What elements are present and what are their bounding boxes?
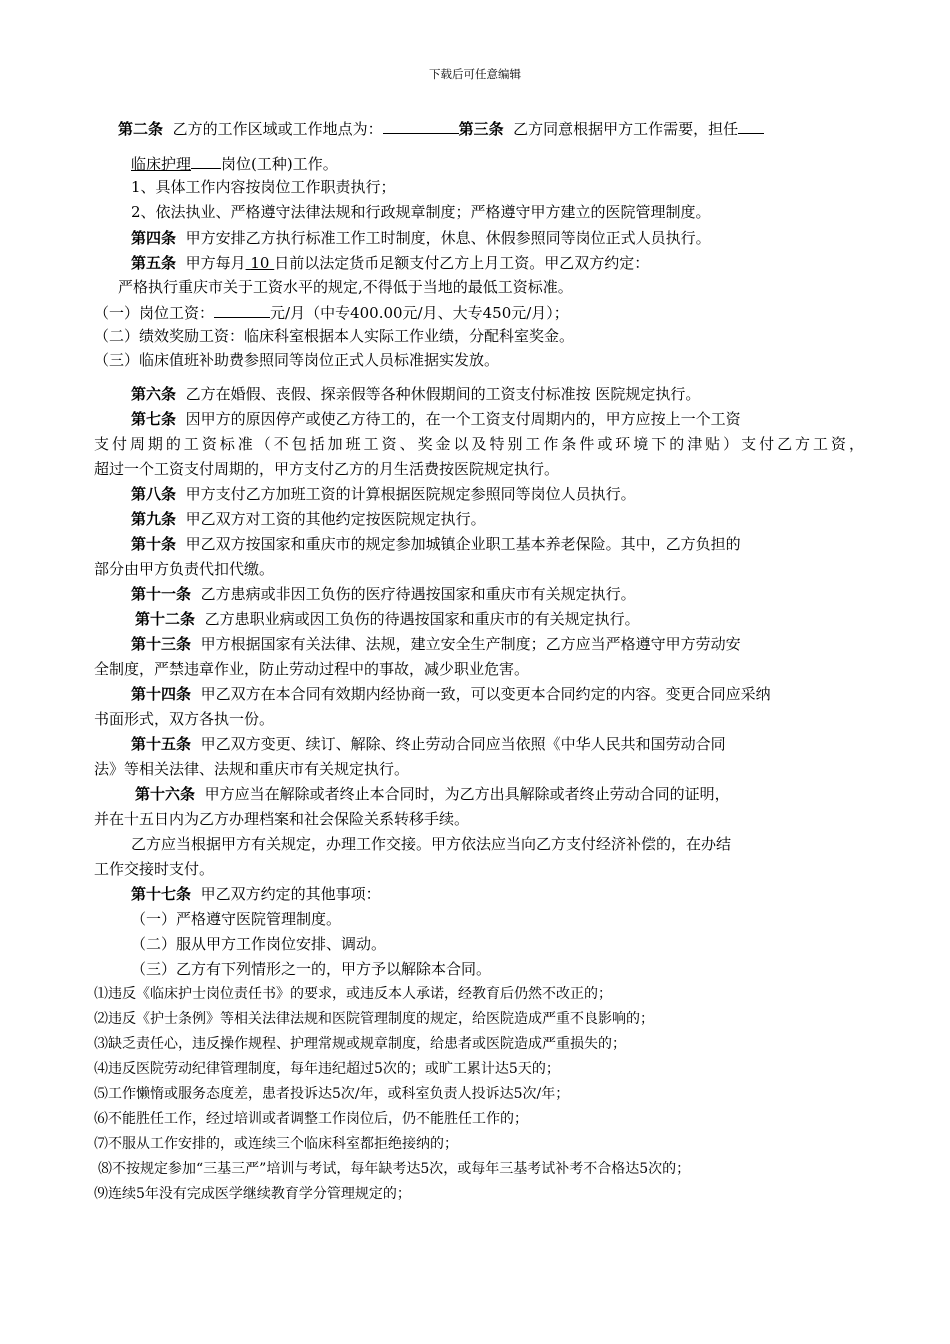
article-5-pre: 甲方每月 (185, 254, 246, 272)
article-7-label: 第七条 (131, 410, 177, 428)
post-suffix: 岗位(工种)工作。 (221, 155, 338, 173)
condition-1: ⑴违反《临床护士岗位责任书》的要求，或违反本人承诺，经教育后仍然不改正的； (94, 986, 612, 1002)
article-16-label: 第十六条 (135, 785, 196, 803)
wage-item-1-pre: （一）岗位工资： (94, 304, 215, 322)
article-14-text-1: 甲乙双方在本合同有效期内经协商一致，可以变更本合同约定的内容。变更合同应采纳 (200, 685, 771, 703)
article-15-line-1 (131, 734, 726, 754)
article-17-label: 第十七条 (131, 885, 192, 903)
article-16-line-1 (135, 784, 730, 804)
article-12-text: 乙方患职业病或因工负伤的待遇按国家和重庆市的有关规定执行。 (204, 610, 640, 628)
article-9 (131, 509, 486, 529)
wage-item-1-post: 元/月（中专400.00元/月、大专450元/月）； (270, 304, 569, 322)
article-12-label: 第十二条 (135, 610, 196, 628)
article-8-text: 甲方支付乙方加班工资的计算根据医院规定参照同等岗位人员执行。 (185, 485, 636, 503)
wage-item-1 (94, 301, 569, 323)
article-6-label: 第六条 (131, 385, 177, 403)
article-13-line-2: 全制度，严禁违章作业，防止劳动过程中的事故，减少职业危害。 (94, 660, 530, 678)
article-12 (135, 609, 640, 629)
article-17 (131, 884, 381, 904)
condition-6: ⑹不能胜任工作，经过培训或者调整工作岗位后，仍不能胜任工作的； (94, 1111, 528, 1127)
other-item-3: （三）乙方有下列情形之一的，甲方予以解除本合同。 (131, 960, 492, 978)
post-name-underline (191, 152, 221, 169)
post-wage-blank (214, 301, 270, 318)
article-10-text-1: 甲乙双方按国家和重庆市的规定参加城镇企业职工基本养老保险。其中，乙方负担的 (185, 535, 741, 553)
article-7-line-3: 超过一个工资支付周期的，甲方支付乙方的月生活费按医院规定执行。 (94, 460, 560, 478)
wage-item-3: （三）临床值班补助费参照同等岗位正式人员标准据实发放。 (94, 351, 500, 369)
other-item-2: （二）服从甲方工作岗位安排、调动。 (131, 935, 387, 953)
article-4 (131, 228, 711, 248)
article-5 (131, 253, 649, 273)
pay-day-value: 10 (250, 254, 270, 272)
article-2-3-line (118, 117, 764, 139)
condition-8: ⑻不按规定参加“三基三严”培训与考试，每年缺考达5次，或每年三基考试补考不合格达5次的； (98, 1161, 691, 1177)
article-4-label: 第四条 (131, 229, 177, 247)
article-16-text-1: 甲方应当在解除或者终止本合同时，为乙方出具解除或者终止劳动合同的证明， (204, 785, 730, 803)
condition-3: ⑶缺乏责任心，违反操作规程、护理常规或规章制度，给患者或医院造成严重损失的； (94, 1036, 626, 1052)
article-6-text: 乙方在婚假、丧假、探亲假等各种休假期间的工资支付标准按 医院规定执行。 (185, 385, 701, 403)
article-7-line-1 (131, 409, 741, 429)
condition-2: ⑵违反《护士条例》等相关法律法规和医院管理制度的规定，给医院造成严重不良影响的； (94, 1011, 654, 1027)
article-3-label: 第三条 (458, 120, 504, 138)
wage-item-2: （二）绩效奖励工资：临床科室根据本人实际工作业绩，分配科室奖金。 (94, 327, 575, 345)
article-15-label: 第十五条 (131, 735, 192, 753)
wage-standard: 严格执行重庆市关于工资水平的规定,不得低于当地的最低工资标准。 (118, 278, 573, 296)
duty-item-1: 1、具体工作内容按岗位工作职责执行； (131, 178, 396, 196)
post-name: 临床护理 (131, 155, 192, 173)
duty-item-2: 2、依法执业、严格遵守法律法规和行政规章制度；严格遵守甲方建立的医院管理制度。 (131, 203, 711, 221)
article-3-text: 乙方同意根据甲方工作需要，担任 (513, 120, 739, 138)
pay-day (246, 254, 275, 272)
article-9-label: 第九条 (131, 510, 177, 528)
article-4-text: 甲方安排乙方执行标准工作工时制度，休息、休假参照同等岗位正式人员执行。 (185, 229, 711, 247)
work-location-blank (383, 117, 459, 134)
article-13-text-1: 甲方根据国家有关法律、法规，建立安全生产制度；乙方应当严格遵守甲方劳动安 (200, 635, 741, 653)
page-header: 下载后可任意编辑 (429, 67, 521, 81)
article-17-text: 甲乙双方约定的其他事项： (200, 885, 381, 903)
article-10-line-2: 部分由甲方负责代扣代缴。 (94, 560, 275, 578)
condition-5: ⑸工作懒惰或服务态度差，患者投诉达5次/年，或科室负责人投诉达5次/年； (94, 1086, 570, 1102)
article-5-label: 第五条 (131, 254, 177, 272)
article-14-line-1 (131, 684, 771, 704)
article-7-text-1: 因甲方的原因停产或使乙方待工的，在一个工资支付周期内的，甲方应按上一个工资 (185, 410, 741, 428)
handover-line-1: 乙方应当根据甲方有关规定，办理工作交接。甲方依法应当向乙方支付经济补偿的，在办结 (131, 835, 732, 853)
article-10-label: 第十条 (131, 535, 177, 553)
condition-9: ⑼连续5年没有完成医学继续教育学分管理规定的； (94, 1186, 411, 1202)
article-16-line-2: 并在十五日内为乙方办理档案和社会保险关系转移手续。 (94, 810, 470, 828)
article-9-text: 甲乙双方对工资的其他约定按医院规定执行。 (185, 510, 486, 528)
condition-7: ⑺不服从工作安排的，或连续三个临床科室都拒绝接纳的； (94, 1136, 458, 1152)
article-11-text: 乙方患病或非因工负伤的医疗待遇按国家和重庆市有关规定执行。 (200, 585, 636, 603)
post-blank (738, 117, 764, 134)
article-15-line-2: 法》等相关法律、法规和重庆市有关规定执行。 (94, 760, 410, 778)
article-14-line-2: 书面形式，双方各执一份。 (94, 710, 275, 728)
handover-line-2: 工作交接时支付。 (94, 860, 215, 878)
article-14-label: 第十四条 (131, 685, 192, 703)
article-8 (131, 484, 636, 504)
article-13-label: 第十三条 (131, 635, 192, 653)
article-5-post: 日前以法定货币足额支付乙方上月工资。甲乙双方约定： (274, 254, 650, 272)
article-7-line-2: 支付周期的工资标准（不包括加班工资、奖金以及特别工作条件或环境下的津贴）支付乙方工资， (94, 435, 864, 453)
condition-4: ⑷违反医院劳动纪律管理制度，每年违纪超过5次的；或旷工累计达5天的； (94, 1061, 560, 1077)
other-item-1: （一）严格遵守医院管理制度。 (131, 910, 342, 928)
article-6 (131, 384, 700, 404)
article-10-line-1 (131, 534, 741, 554)
article-13-line-1 (131, 634, 741, 654)
article-11-label: 第十一条 (131, 585, 192, 603)
article-2-label: 第二条 (118, 120, 164, 138)
article-11 (131, 584, 636, 604)
article-2-text: 乙方的工作区域或工作地点为： (172, 120, 383, 138)
article-15-text-1: 甲乙双方变更、续订、解除、终止劳动合同应当依照《中华人民共和国劳动合同 (200, 735, 726, 753)
post-line (131, 152, 338, 174)
article-8-label: 第八条 (131, 485, 177, 503)
